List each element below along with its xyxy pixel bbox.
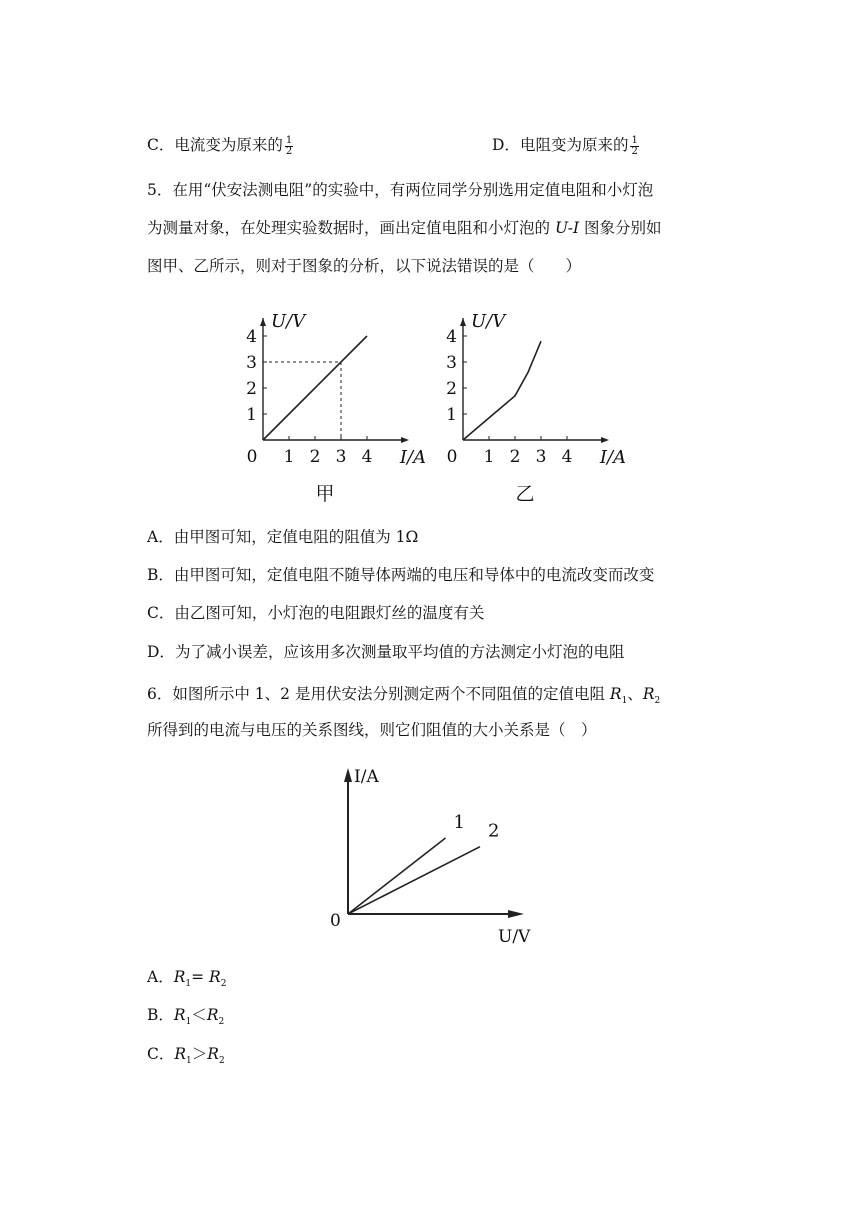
x-axis-arrow [508,910,524,918]
fraction [630,136,638,157]
option-label: C． [147,604,175,622]
subscript: 1 [185,979,192,990]
fraction [285,136,293,157]
variable-r1: R [174,1045,187,1063]
variable-r1: R [173,1006,186,1024]
origin-label: 0 [246,447,258,467]
x-tick-label: 2 [509,447,521,467]
series-label-2: 2 [488,820,500,842]
series-line-1 [348,838,446,914]
x-axis-arrow [401,437,409,443]
variable-r2: R [206,1006,219,1024]
question-number: 5． [147,181,173,199]
y-tick-label: 4 [246,327,257,347]
series-line [263,336,367,440]
option-label: D． [147,643,175,661]
origin-label: 0 [330,911,341,931]
option-text: 电阻变为原来的 [519,136,629,154]
y-axis-label: U/V [471,311,506,332]
x-tick-label: 2 [309,447,321,467]
question-stem: 图象分别如 [579,219,662,237]
q5-stem-line1 [147,180,653,200]
q5-option-b [147,565,654,585]
x-tick-label: 4 [561,447,573,467]
y-tick-label: 2 [446,379,457,399]
fraction-numerator: 1 [285,134,293,146]
operator: ＞ [191,1045,208,1063]
series-label-1: 1 [453,811,465,833]
option-label: C． [147,1045,175,1063]
operator: = [191,968,210,986]
question-stem: 所得到的电流与电压的关系图线，则它们阻值的大小关系是（ ） [147,721,597,739]
question-number: 6． [147,685,173,703]
subscript: 1 [186,1056,192,1067]
option-label: D． [492,136,520,154]
subscript: 2 [220,979,227,990]
y-tick-label: 3 [246,353,257,373]
q6-stem-line1 [147,684,660,711]
subscript: 1 [621,696,628,707]
subscript: 2 [654,696,661,707]
chart-caption: 甲 [315,483,335,505]
option-label: C． [147,136,175,154]
y-tick-label: 1 [246,405,257,425]
question-stem: 在用“伏安法测电阻”的实验中，有两位同学分别选用定值电阻和小灯泡 [172,181,654,199]
y-tick-label: 4 [446,327,457,347]
chart-yi [440,308,630,508]
option-label: B． [147,1006,174,1024]
variable-ui: U-I [554,219,580,237]
q6-option-a [147,967,226,994]
x-tick-label: 1 [483,447,495,467]
q5-stem-line2 [147,218,662,238]
fraction-denominator: 2 [285,145,293,157]
option-label: A． [147,528,174,546]
fraction-numerator: 1 [631,134,638,146]
subscript: 1 [185,1017,192,1028]
variable-r1: R [173,968,186,986]
y-axis-arrow [460,318,466,326]
q5-option-c [147,603,484,623]
q4-option-c [147,135,293,157]
q5-option-a [147,527,418,547]
x-tick-label: 3 [535,447,547,467]
x-axis-label: I/A [399,447,427,468]
variable-r2: R [207,1045,219,1063]
x-tick-label: 3 [335,447,347,467]
y-tick-label: 1 [446,405,457,425]
variable-r2: R [642,685,655,703]
option-text: 电流变为原来的 [174,136,283,154]
option-text: 由甲图可知，定值电阻不随导体两端的电压和导体中的电流改变而改变 [173,566,655,584]
y-tick-label: 3 [446,353,457,373]
q5-stem-line3 [147,256,581,276]
option-text: 由乙图可知，小灯泡的电阻跟灯丝的温度有关 [174,604,485,622]
chart-caption: 乙 [515,483,535,505]
subscript: 2 [218,1056,225,1067]
variable-r2: R [209,968,221,986]
operator: ＜ [191,1006,207,1024]
x-axis-label: I/A [599,447,627,468]
y-axis-label: I/A [354,767,379,787]
y-tick-label: 2 [246,379,257,399]
question-stem: 图甲、乙所示，则对于图象的分析，以下说法错误的是（ ） [147,257,582,275]
subscript: 2 [218,1017,225,1028]
q6-stem-line2 [147,720,597,740]
q6-option-b [147,1005,224,1032]
series-line-2 [348,847,480,914]
x-tick-label: 1 [283,447,295,467]
chart-jia [240,308,430,508]
fraction-denominator: 2 [631,145,638,157]
y-axis-arrow [260,318,266,326]
option-text: 为了减小误差，应该用多次测量取平均值的方法测定小灯泡的电阻 [174,643,625,661]
q5-option-d [147,642,624,662]
x-axis-label: U/V [498,927,531,947]
question-stem: 为测量对象，在处理实验数据时，画出定值电阻和小灯泡的 [147,219,555,237]
series-line [463,341,541,440]
x-tick-label: 4 [361,447,373,467]
y-axis-arrow [344,768,352,782]
y-axis-label: U/V [271,311,306,332]
variable-r1: R [609,685,622,703]
option-label: A． [147,968,174,986]
separator: 、 [627,685,643,703]
chart-q6 [320,758,550,948]
origin-label: 0 [446,447,458,467]
q6-option-c [147,1044,225,1071]
option-label: B． [147,566,174,584]
q4-option-d [492,135,639,157]
option-text: 由甲图可知，定值电阻的阻值为 1Ω [173,528,419,546]
x-axis-arrow [601,437,609,443]
question-stem: 如图所示中 1、2 是用伏安法分别测定两个不同阻值的定值电阻 [172,685,610,703]
